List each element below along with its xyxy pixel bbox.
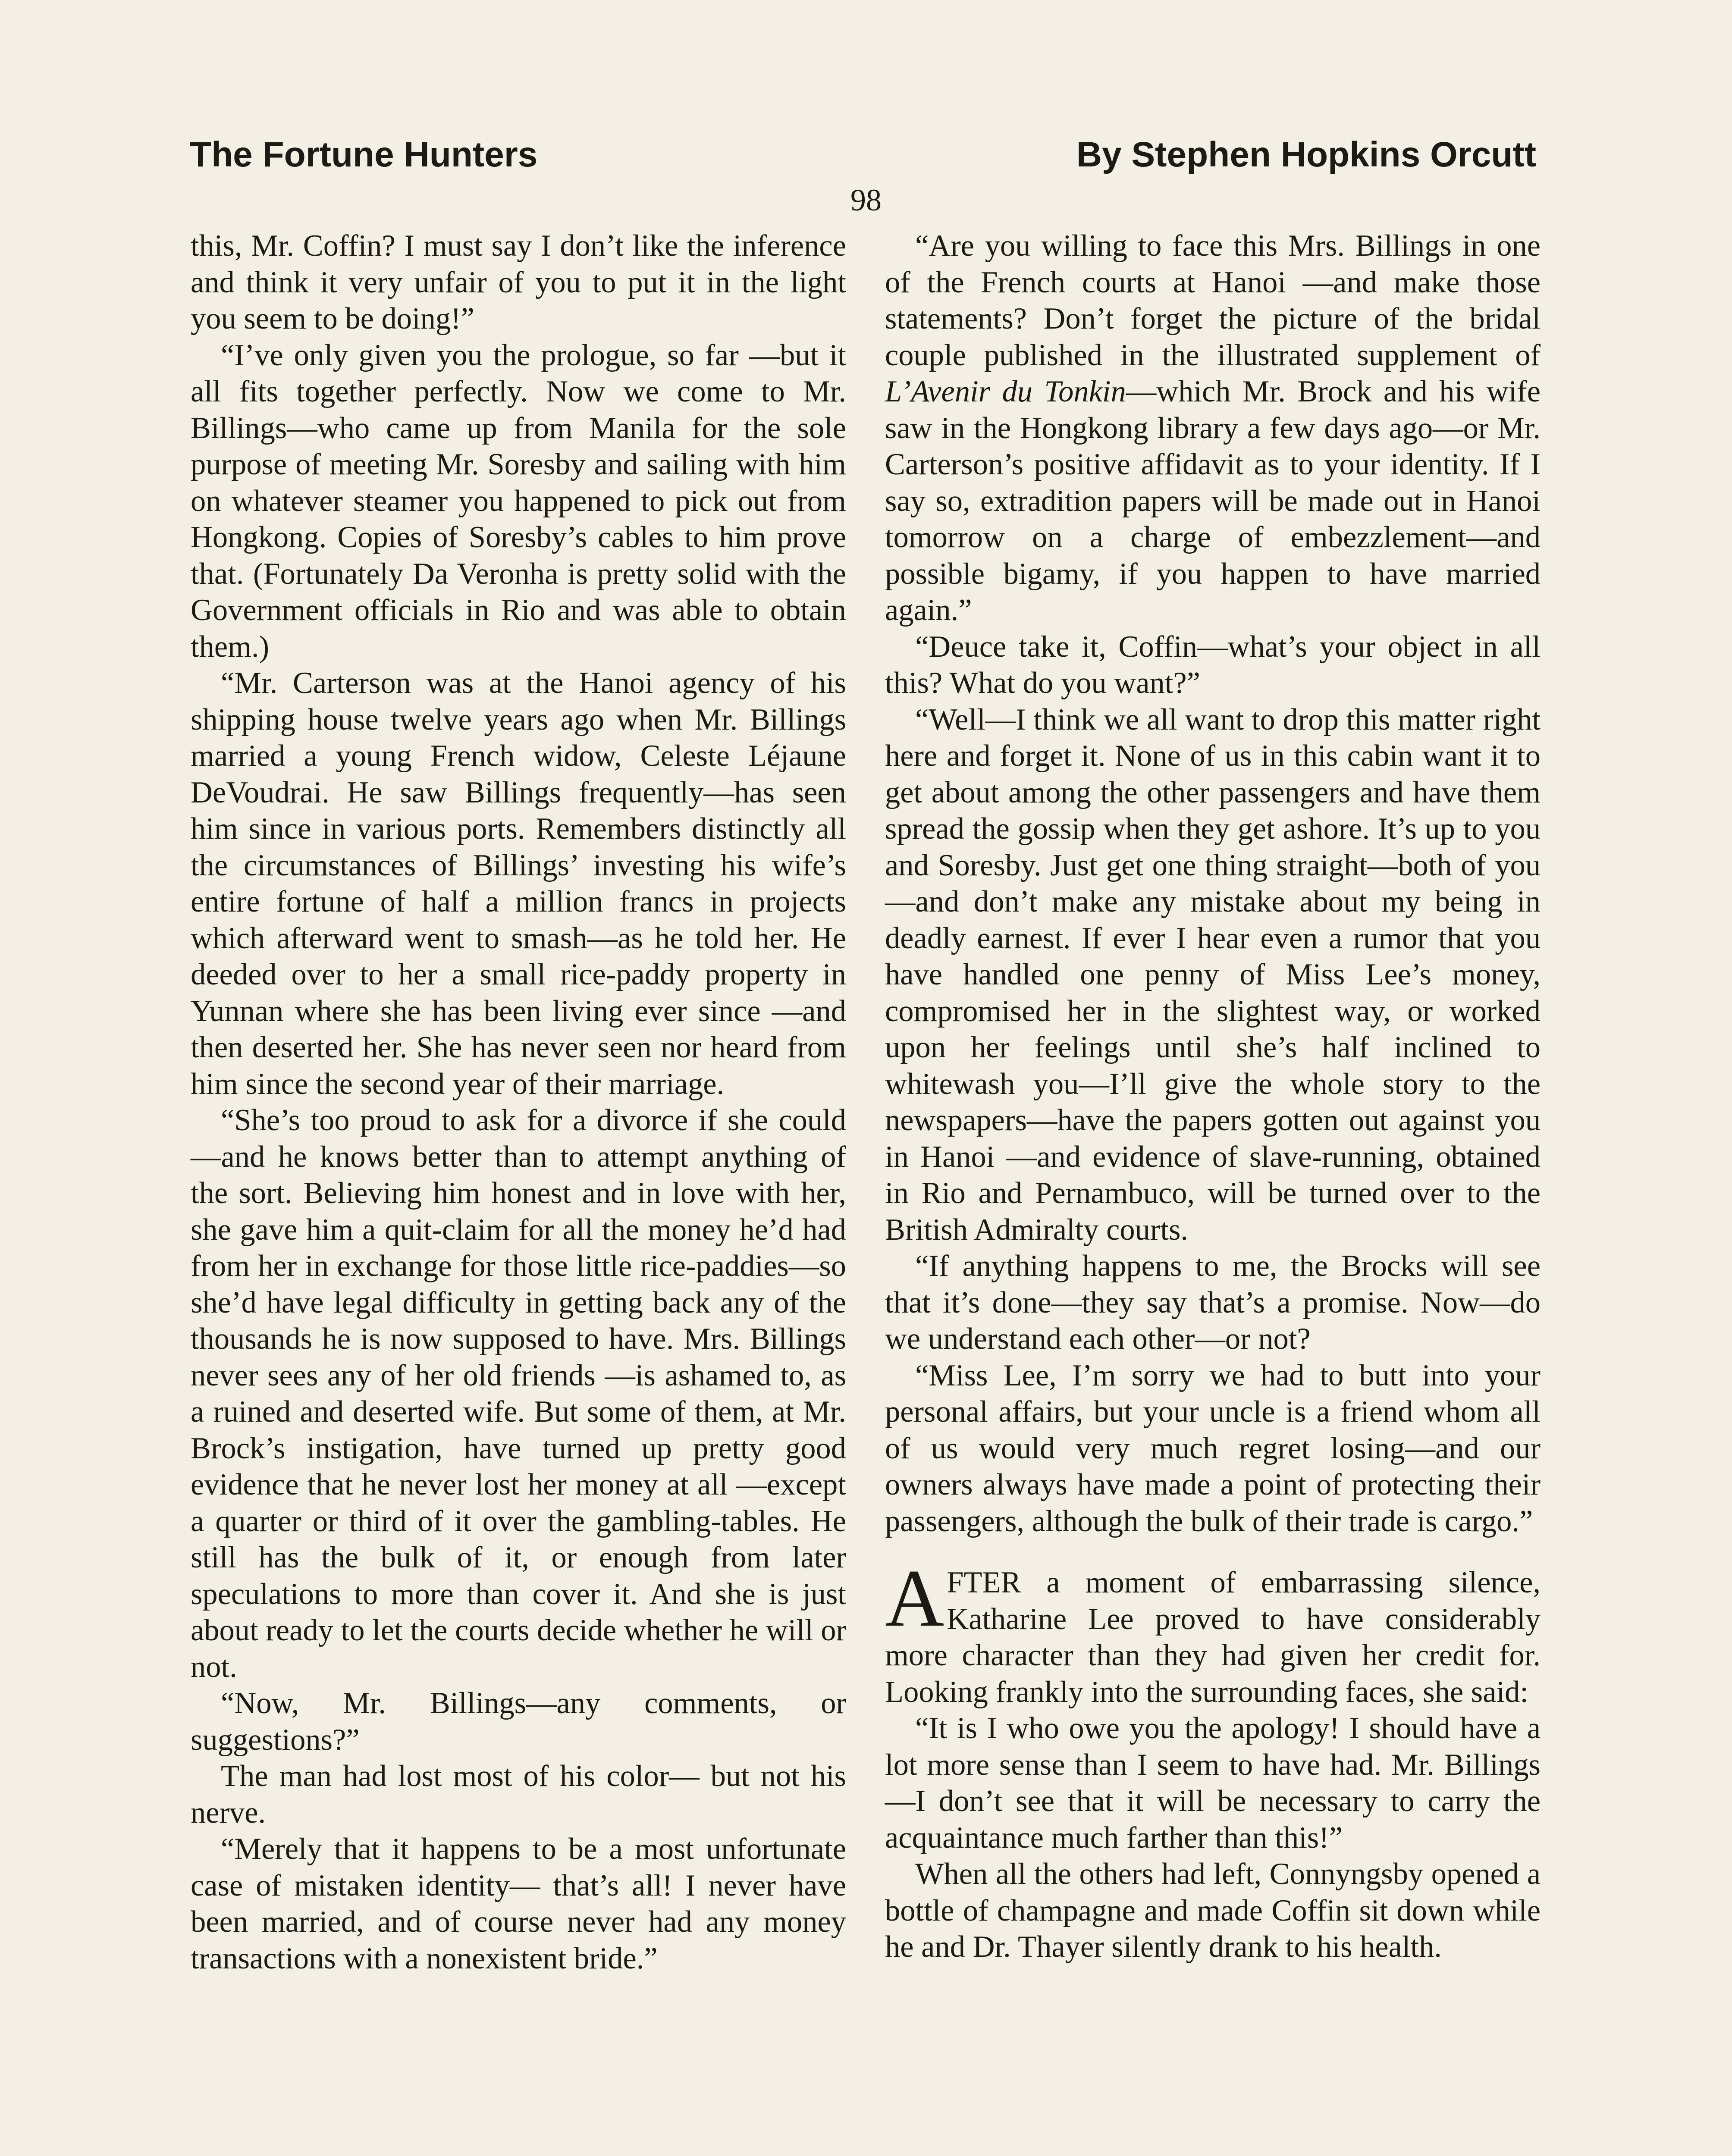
- page-number: 98: [850, 183, 882, 217]
- paragraph: “It is I who owe you the apology! I should have a lot more sense than I seem to have had. Mr. Billings—I don’t see that it will be necessary to carry the acquaintance much farther than this!”: [885, 1711, 1541, 1855]
- running-title: The Fortune Hunters: [190, 135, 538, 174]
- section-break-text: FTER a moment of embarrassing silence, Katharine Lee proved to have considerably more character than they had given her credit for. Looking frankly into the surrounding faces, she said:: [885, 1566, 1541, 1709]
- paragraph: “She’s too proud to ask for a divorce if she could—and he knows better than to attempt anything of the sort. Believing him honest and in love with her, she gave him a quit-claim for all the money he’d had from her in exchange for those little rice-paddies—so she’d have legal difficulty in getting back any of the thousands he is now supposed to have. Mrs. Billings never sees any of her old friends —is ashamed to, as a ruined and deserted wife. But some of them, at Mr. Brock’s instigation, have turned up pretty good evidence that he never lost her money at all —except a quarter or third of it over the gambling-tables. He still has the bulk of it, or enough from later speculations to more than cover it. And she is just about ready to let the courts decide whether he will or not.: [191, 1103, 846, 1684]
- section-break-paragraph: [885, 1553, 1541, 1710]
- paragraph: “Deuce take it, Coffin—what’s your object in all this? What do you want?”: [885, 630, 1541, 700]
- paragraph: “Merely that it happens to be a most unfortunate case of mistaken identity— that’s all! I never have been married, and of course never had any money transactions with a nonexistent bride.”: [191, 1832, 846, 1975]
- paragraph: this, Mr. Coffin? I must say I don’t like the inference and think it very unfair of you to put it in the light you seem to be doing!”: [191, 229, 846, 335]
- newspaper-title: L’Avenir du Tonkin: [885, 375, 1126, 408]
- drop-cap: A: [885, 1553, 944, 1644]
- left-column: [191, 228, 846, 1977]
- paragraph: “Well—I think we all want to drop this matter right here and forget it. None of us in this cabin want it to get about among the other passengers and have them spread the gossip when they get ashore. It’s up to you and Soresby. Just get one thing straight—both of you—and don’t make any mistake about my being in deadly earnest. If ever I hear even a rumor that you have handled one penny of Miss Lee’s money, compromised her in the slightest way, or worked upon her feelings until she’s half inclined to whitewash you—I’ll give the whole story to the newspapers—have the papers gotten out against you in Hanoi —and evidence of slave-running, obtained in Rio and Pernambuco, will be turned over to the British Admiralty courts.: [885, 702, 1541, 1247]
- right-column: [885, 228, 1541, 1965]
- paragraph: “Now, Mr. Billings—any comments, or suggestions?”: [191, 1686, 846, 1757]
- paragraph: “If anything happens to me, the Brocks will see that it’s done—they say that’s a promise. Now—do we understand each other—or not?: [885, 1249, 1541, 1356]
- paragraph: “Are you willing to face this Mrs. Billings in one of the French courts at Hanoi —and make those statements? Don’t forget the picture of the bridal couple published in the illustrated supplement of L’Avenir du Tonkin—which Mr. Brock and his wife saw in the Hongkong library a few days ago—or Mr. Carterson’s positive affidavit as to your identity. If I say so, extradition papers will be made out in Hanoi tomorrow on a charge of embezzlement—and possible bigamy, if you happen to have married again.”: [885, 229, 1541, 627]
- paragraph: The man had lost most of his color— but not his nerve.: [191, 1759, 846, 1830]
- running-author: By Stephen Hopkins Orcutt: [1076, 135, 1536, 174]
- paragraph: “Miss Lee, I’m sorry we had to butt into your personal affairs, but your uncle is a friend whom all of us would very much regret losing—and our owners always have made a point of protecting their passengers, although the bulk of their trade is cargo.”: [885, 1358, 1541, 1538]
- paragraph: “I’ve only given you the prologue, so far —but it all fits together perfectly. Now we come to Mr. Billings—who came up from Manila for the sole purpose of meeting Mr. Soresby and sailing with him on whatever steamer you happened to pick out from Hongkong. Copies of Soresby’s cables to him prove that. (Fortunately Da Veronha is pretty solid with the Government officials in Rio and was able to obtain them.): [191, 338, 846, 664]
- paragraph: When all the others had left, Connyngsby opened a bottle of champagne and made Coffin sit down while he and Dr. Thayer silently drank to his health.: [885, 1857, 1541, 1964]
- paragraph: “Mr. Carterson was at the Hanoi agency of his shipping house twelve years ago when Mr. Billings married a young French widow, Celeste Léjaune DeVoudrai. He saw Billings frequently—has seen him since in various ports. Remembers distinctly all the circumstances of Billings’ investing his wife’s entire fortune of half a million francs in projects which afterward went to smash—as he told her. He deeded over to her a small rice-paddy property in Yunnan where she has been living ever since —and then deserted her. She has never seen nor heard from him since the second year of their marriage.: [191, 666, 846, 1101]
